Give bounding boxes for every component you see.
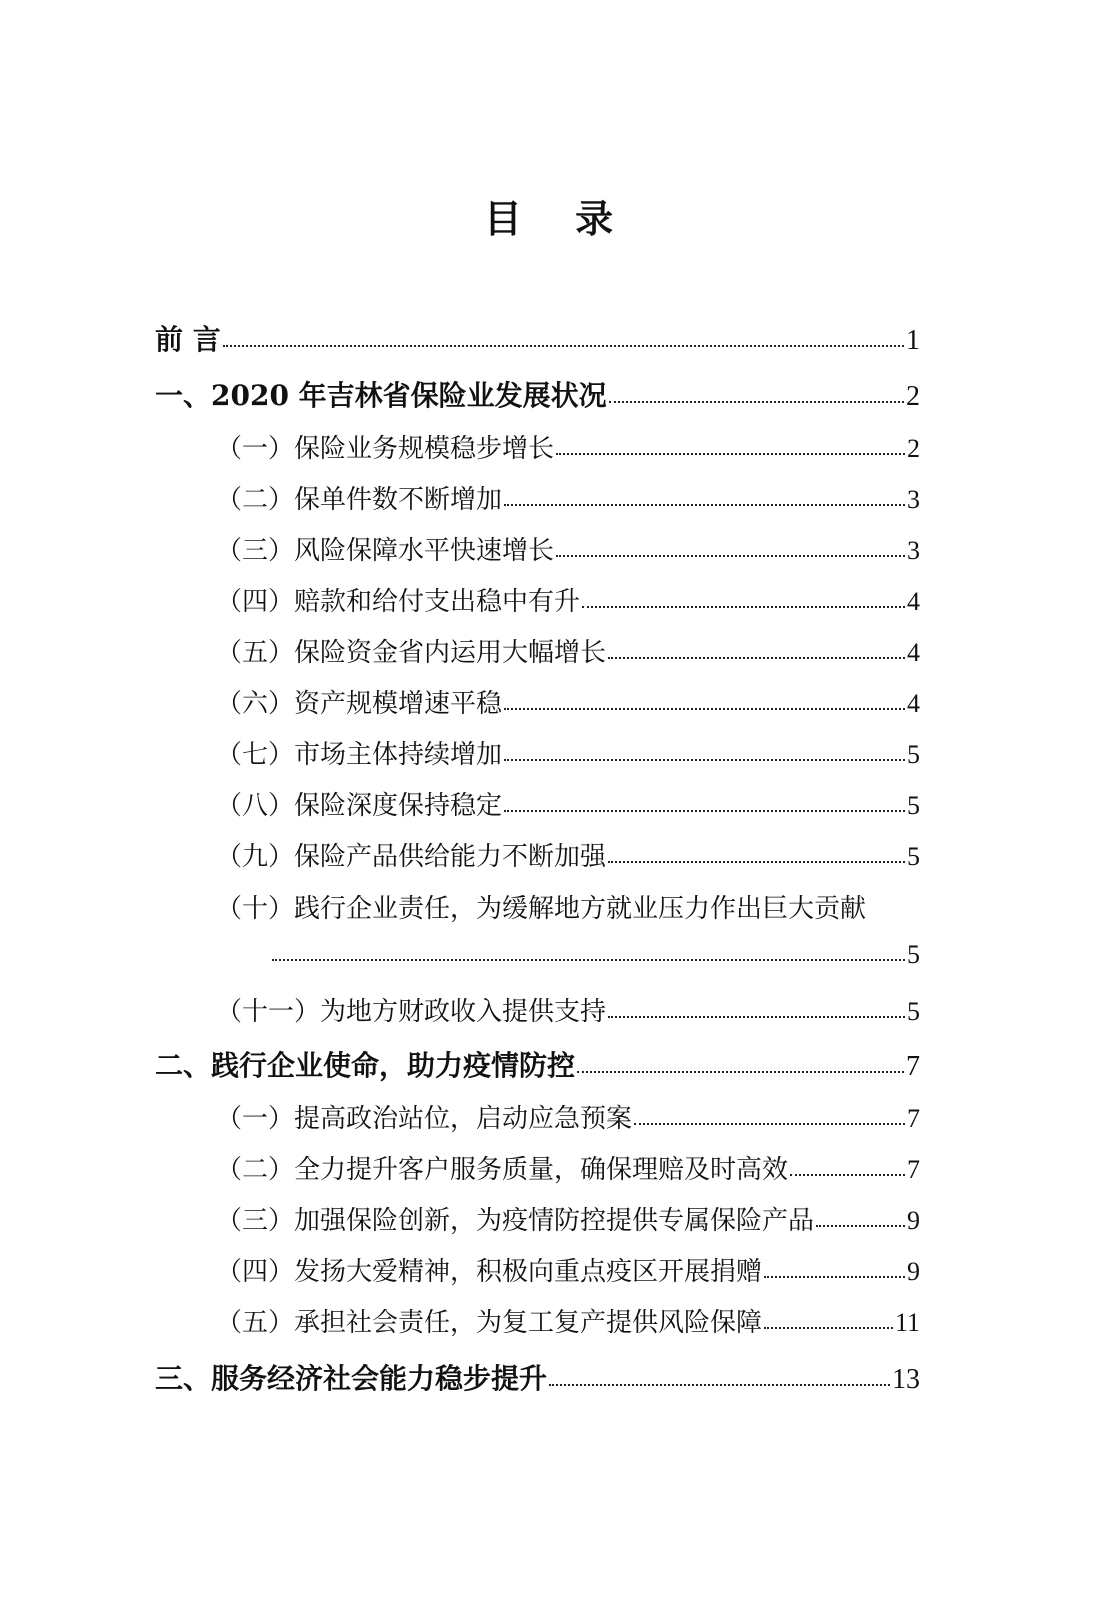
dot-leader <box>608 639 905 659</box>
toc-page-number: 2 <box>907 434 920 463</box>
toc-entry[interactable] <box>216 991 920 1035</box>
toc-entry[interactable] <box>216 581 920 625</box>
toc-entry-label: （七）市场主体持续增加 <box>216 740 503 770</box>
dot-leader <box>634 1105 905 1125</box>
dot-leader <box>272 941 905 961</box>
toc-entry[interactable] <box>216 1149 920 1193</box>
toc-page-number: 4 <box>907 587 920 616</box>
toc-entry-label: （六）资产规模增速平稳 <box>216 689 503 719</box>
toc-entry[interactable] <box>216 888 920 932</box>
toc-entry[interactable] <box>155 318 920 362</box>
toc-page-number: 2 <box>906 381 920 412</box>
toc-entry[interactable] <box>155 1357 920 1401</box>
toc-entry[interactable] <box>216 428 920 472</box>
toc-entry[interactable] <box>216 1098 920 1142</box>
toc-entry[interactable] <box>216 1251 920 1295</box>
toc-page-number: 5 <box>907 740 920 769</box>
toc-entry-label: 前 言 <box>155 323 221 356</box>
dot-leader <box>556 435 905 455</box>
toc-page-number: 9 <box>907 1257 920 1286</box>
page-title: 目 录 <box>483 196 634 241</box>
toc-page-number: 1 <box>906 325 920 356</box>
toc-entry-label: （三）加强保险创新，为疫情防控提供专属保险产品 <box>216 1206 815 1236</box>
toc-page-number: 4 <box>907 638 920 667</box>
toc-entry-label: （十）践行企业责任，为缓解地方就业压力作出巨大贡献 <box>216 894 867 924</box>
toc-page-number: 3 <box>907 536 920 565</box>
toc-entry[interactable] <box>216 1302 920 1346</box>
toc-entry[interactable] <box>155 1044 920 1088</box>
dot-leader <box>504 741 905 761</box>
toc-page-number: 7 <box>906 1051 920 1082</box>
toc-entry-label: （三）风险保障水平快速增长 <box>216 536 555 566</box>
toc-entry[interactable] <box>216 683 920 727</box>
toc-entry-label: （五）保险资金省内运用大幅增长 <box>216 638 607 668</box>
dot-leader <box>549 1364 890 1386</box>
dot-leader <box>504 486 905 506</box>
toc-page-number: 5 <box>907 997 920 1026</box>
dot-leader <box>556 537 905 557</box>
toc-entry-label: （九）保险产品供给能力不断加强 <box>216 842 607 872</box>
toc-entry-label: 一、2020 年吉林省保险业发展状况 <box>155 379 607 412</box>
toc-entry-label: （十一）为地方财政收入提供支持 <box>216 997 607 1027</box>
toc-entry[interactable] <box>216 836 920 880</box>
toc-page-number: 5 <box>907 791 920 820</box>
dot-leader <box>582 588 905 608</box>
toc-entry-label: （二）全力提升客户服务质量，确保理赔及时高效 <box>216 1155 789 1185</box>
dot-leader <box>790 1156 905 1176</box>
dot-leader <box>608 998 905 1018</box>
toc-entry-label: （一）保险业务规模稳步增长 <box>216 434 555 464</box>
dot-leader <box>223 325 904 347</box>
toc-entry[interactable] <box>216 785 920 829</box>
dot-leader <box>504 792 905 812</box>
toc-entry[interactable] <box>155 374 920 418</box>
dot-leader <box>577 1051 904 1073</box>
toc-page-number: 11 <box>894 1308 920 1337</box>
toc-entry-label: （四）赔款和给付支出稳中有升 <box>216 587 581 617</box>
toc-page-number: 13 <box>892 1364 920 1395</box>
dot-leader <box>608 843 905 863</box>
toc-page-number: 5 <box>907 842 920 871</box>
toc-entry-label: （二）保单件数不断增加 <box>216 485 503 515</box>
toc-page-number: 7 <box>907 1104 920 1133</box>
dot-leader <box>816 1207 905 1227</box>
toc-entry[interactable] <box>216 530 920 574</box>
toc-page-number: 3 <box>907 485 920 514</box>
toc-entry-label: （一）提高政治站位，启动应急预案 <box>216 1104 633 1134</box>
toc-page-number: 9 <box>907 1206 920 1235</box>
dot-leader <box>504 690 905 710</box>
toc-entry-label: （五）承担社会责任，为复工复产提供风险保障 <box>216 1308 763 1338</box>
toc-page-number: 4 <box>907 689 920 718</box>
dot-leader <box>764 1309 893 1329</box>
toc-entry[interactable] <box>216 734 920 778</box>
toc-page-number: 7 <box>907 1155 920 1184</box>
toc-entry-label: （八）保险深度保持稳定 <box>216 791 503 821</box>
toc-entry[interactable] <box>216 632 920 676</box>
toc-page-number: 5 <box>907 940 920 969</box>
toc-entry-continuation[interactable] <box>270 940 920 984</box>
dot-leader <box>609 381 904 403</box>
dot-leader <box>764 1258 905 1278</box>
toc-entry-label: （四）发扬大爱精神，积极向重点疫区开展捐赠 <box>216 1257 763 1287</box>
toc-entry[interactable] <box>216 1200 920 1244</box>
toc-entry-label: 三、服务经济社会能力稳步提升 <box>155 1362 548 1395</box>
toc-entry[interactable] <box>216 479 920 523</box>
toc-entry-label: 二、践行企业使命，助力疫情防控 <box>155 1049 576 1082</box>
